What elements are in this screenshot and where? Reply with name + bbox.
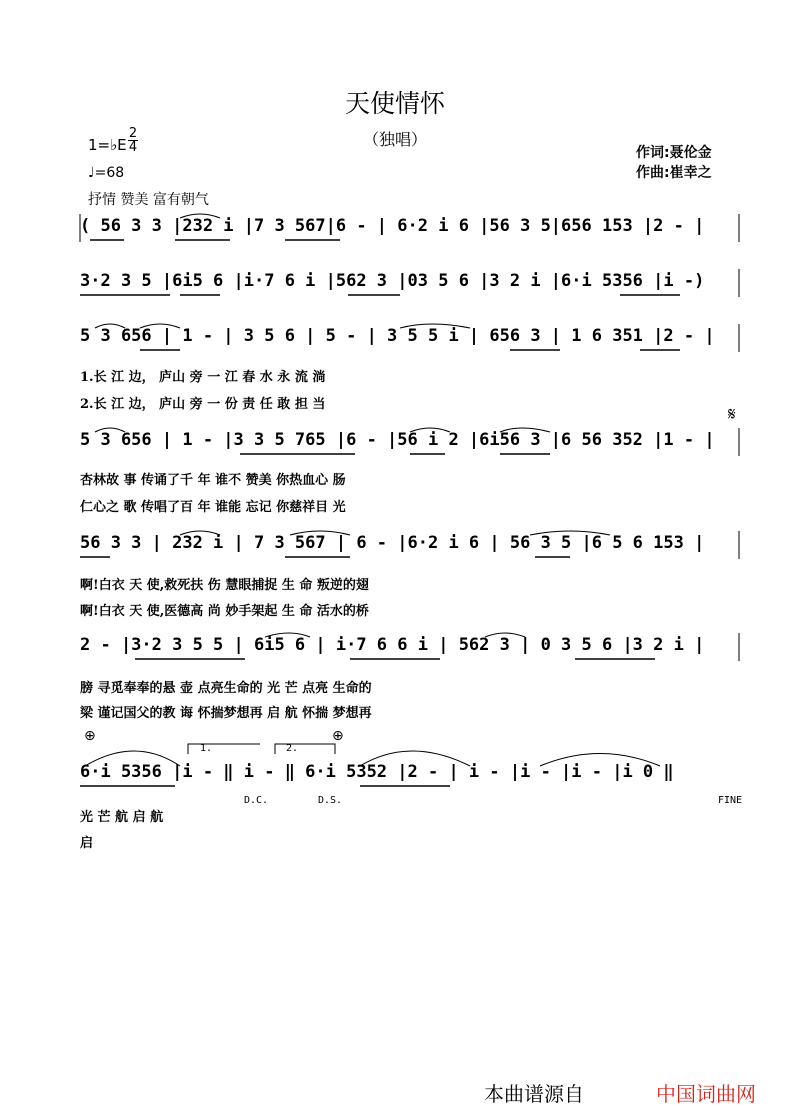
coda-sign-right: ⊕ xyxy=(332,728,344,744)
composer-credit: 作曲:崔幸之 xyxy=(636,165,712,181)
lyric-line-5-verse-2: 啊!白衣 天 使,医德高 尚 妙手架起 生 命 活水的桥 xyxy=(80,604,369,619)
song-title: 天使情怀 xyxy=(344,89,445,118)
notation-line-5: 56 3 3 | 232 i | 7 3 567 | 6 - |6·2 i 6 | 56 3 5 |6 5 6 153 | xyxy=(80,533,705,553)
song-subtitle: （独唱） xyxy=(362,130,427,149)
footer-source-label: 本曲谱源自 xyxy=(484,1082,584,1106)
lyric-line-6-verse-2: 梁 谨记国父的教 诲 怀揣梦想再 启 航 怀揣 梦想再 xyxy=(80,706,372,721)
notation-line-7: 6·i 5356 |i - ‖ i - ‖ 6·i 5352 |2 - | i - |i - |i - |i 0 ‖ xyxy=(80,762,674,782)
lyric-line-4-verse-1: 杏林故 事 传诵了千 年 谁不 赞美 你热血心 肠 xyxy=(80,473,346,488)
footer-site-name[interactable]: 中国词曲网 xyxy=(656,1082,756,1106)
staff-line-6 xyxy=(80,629,740,669)
fine-marking: FINE xyxy=(718,795,743,806)
notation-line-3: 5 3 656 | 1 - | 3 5 6 | 5 - | 3 5 5 i | 656 3 | 1 6 351 |2 - | xyxy=(80,326,715,346)
staff-line-7 xyxy=(80,756,740,796)
time-signature-denominator: 4 xyxy=(128,140,138,155)
coda-sign-left: ⊕ xyxy=(84,728,96,744)
lyric-line-3-verse-1: 1.长 江 边， 庐山 旁 一 江 春 水 永 流 淌 xyxy=(80,370,326,385)
notation-line-2: 3·2 3 5 |6i5 6 |i·7 6 i |562 3 |03 5 6 |3 2 i |6·i 5356 |i -) xyxy=(80,271,705,291)
lyric-line-7-verse-1: 光 芒 航 启 航 xyxy=(80,810,164,825)
da-capo-marking: D.C. xyxy=(244,795,269,806)
time-signature xyxy=(128,127,138,154)
staff-line-1 xyxy=(80,210,740,250)
notation-line-6: 2 - |3·2 3 5 5 | 6i5 6 | i·7 6 6 i | 562 3 | 0 3 5 6 |3 2 i | xyxy=(80,635,705,655)
volta-first-ending: 1. xyxy=(200,743,213,754)
lyric-line-6-verse-1: 膀 寻觅奉奉的悬 壶 点亮生命的 光 芒 点亮 生命的 xyxy=(80,681,372,696)
lyric-line-7-verse-2: 启 xyxy=(80,836,94,851)
notation-line-4: 5 3 656 | 1 - |3 3 5 765 |6 - |56 i 2 |6i56 3 |6 56 352 |1 - | xyxy=(80,430,715,450)
staff-line-5 xyxy=(80,527,740,567)
dal-segno-marking: D.S. xyxy=(318,795,343,806)
expression-marking: 抒情 赞美 富有朝气 xyxy=(88,192,209,208)
tempo-marking: ♩=68 xyxy=(88,165,125,181)
time-signature-numerator: 2 xyxy=(128,126,138,141)
volta-second-ending: 2. xyxy=(286,743,299,754)
lyric-line-3-verse-2: 2.长 江 边， 庐山 旁 一 份 责 任 敢 担 当 xyxy=(80,397,326,412)
lyric-line-4-verse-2: 仁心之 歌 传唱了百 年 谁能 忘记 你慈祥目 光 xyxy=(80,500,346,515)
notation-line-1: ( 56 3 3 |232 i |7 3 567|6 - | 6·2 i 6 |56 3 5|656 153 |2 - | xyxy=(80,216,705,236)
staff-line-3 xyxy=(80,320,740,360)
lyric-line-5-verse-1: 啊!白衣 天 使,救死扶 伤 慧眼捕捉 生 命 叛逆的翅 xyxy=(80,578,369,593)
staff-line-4 xyxy=(80,424,740,464)
segno-sign: 𝄋 xyxy=(728,404,736,425)
lyricist-credit: 作词:聂伦金 xyxy=(636,145,712,161)
key-signature: 1=♭E xyxy=(88,136,127,154)
staff-line-2 xyxy=(80,265,740,305)
